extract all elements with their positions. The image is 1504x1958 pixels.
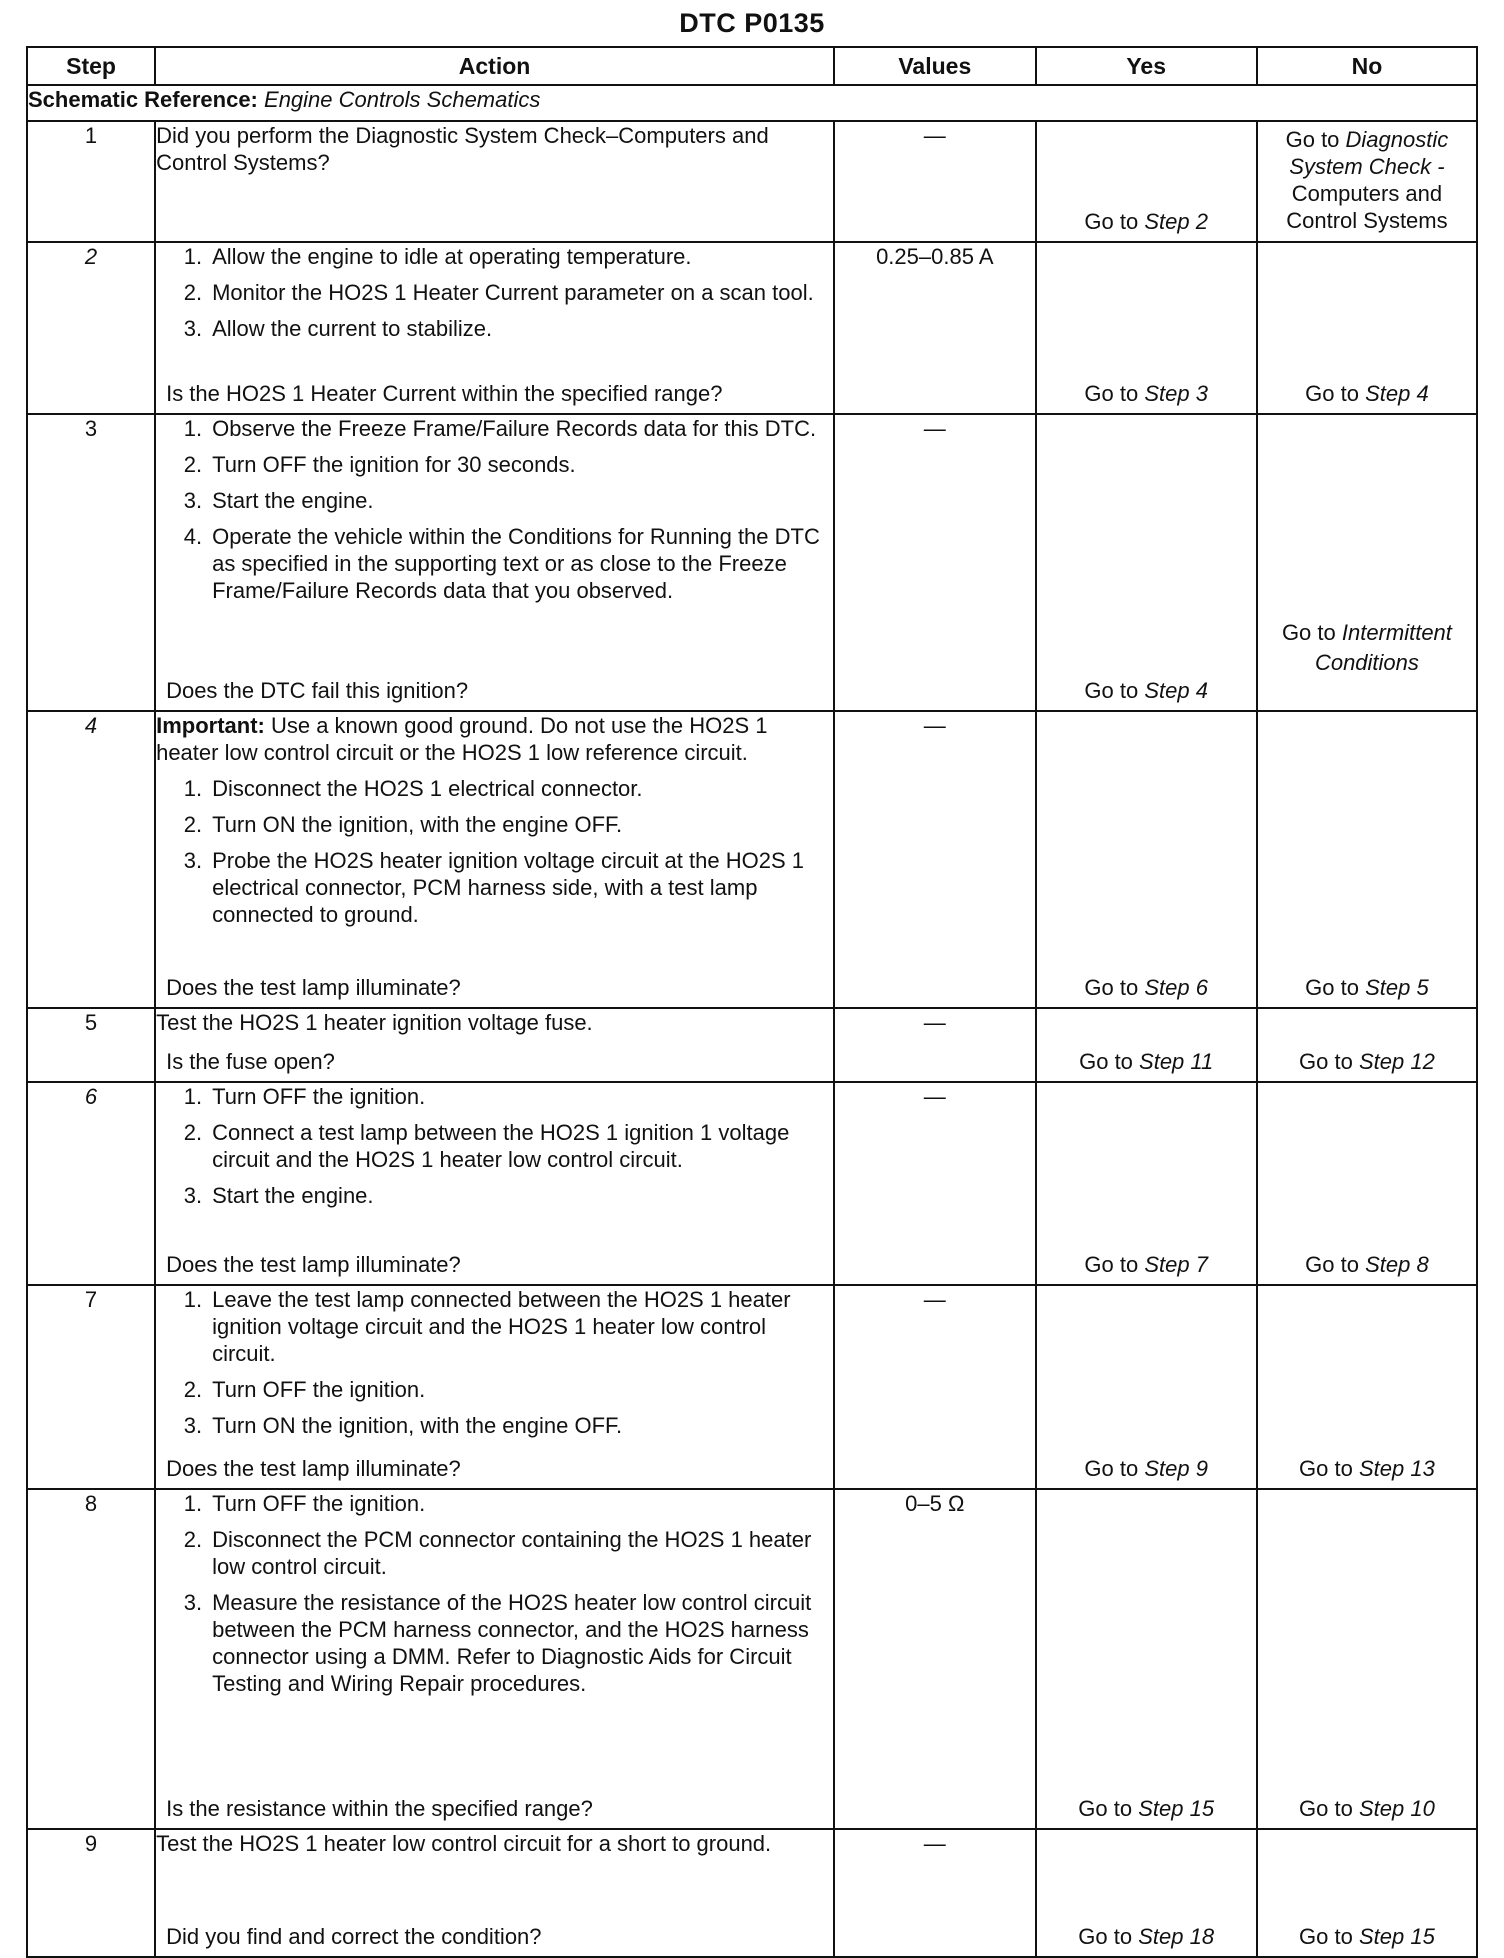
no-cell <box>1257 242 1477 414</box>
action-cell <box>155 1829 834 1957</box>
goto-prefix: Go to <box>1084 1252 1145 1277</box>
yes-goto-link[interactable] <box>1037 380 1256 407</box>
schematic-reference-label: Schematic Reference: <box>28 87 258 112</box>
action-cell <box>155 711 834 1008</box>
action-step-number: 2. <box>183 1527 203 1552</box>
action-cell <box>155 121 834 242</box>
goto-target: Diagnostic <box>1345 127 1449 152</box>
no-goto-line <box>1258 126 1476 153</box>
goto-prefix: Go to <box>1285 127 1346 152</box>
action-question: Does the test lamp illuminate? <box>166 1252 461 1277</box>
yes-goto-link[interactable] <box>1037 677 1256 704</box>
goto-step[interactable]: Step 9 <box>1144 1456 1208 1481</box>
yes-cell <box>1036 1829 1257 1957</box>
table-row <box>27 711 1477 1008</box>
action-intro: Test the HO2S 1 heater ignition voltage fuse. <box>156 1010 593 1035</box>
action-step-text: Disconnect the PCM connector containing the HO2S 1 heater low control circuit. <box>212 1527 812 1579</box>
goto-prefix: Go to <box>1281 620 1342 645</box>
goto-step[interactable]: Step 11 <box>1139 1049 1214 1074</box>
header-yes: Yes <box>1036 47 1257 85</box>
goto-target: Conditions <box>1314 650 1419 675</box>
table-row <box>27 1285 1477 1489</box>
action-step-text: Allow the engine to idle at operating temperature. <box>212 244 692 269</box>
action-step-item <box>156 847 833 928</box>
action-steps <box>156 775 833 928</box>
value-cell: — <box>834 1082 1035 1285</box>
action-steps <box>156 1083 833 1209</box>
table-row <box>27 1489 1477 1829</box>
no-cell <box>1257 1489 1477 1829</box>
action-cell <box>155 1082 834 1285</box>
action-step-number: 4. <box>183 524 203 549</box>
action-step-number: 2. <box>183 1377 203 1402</box>
header-action: Action <box>155 47 834 85</box>
action-question: Is the resistance within the specified range? <box>166 1796 593 1821</box>
important-text: Use a known good ground. Do not use the HO2S 1 heater low control circuit or the HO2S 1 low reference circuit. <box>156 713 768 765</box>
action-steps <box>156 1286 833 1439</box>
goto-prefix: Go to <box>1299 1456 1359 1481</box>
yes-cell <box>1036 1285 1257 1489</box>
value-cell: — <box>834 1829 1035 1957</box>
goto-step[interactable]: Step 12 <box>1358 1049 1435 1074</box>
action-step-number: 1. <box>183 416 203 441</box>
action-step-item <box>156 775 833 802</box>
step-number: 2 <box>27 242 155 414</box>
action-step-number: 3. <box>183 1413 203 1438</box>
step-number: 4 <box>27 711 155 1008</box>
action-step-number: 2. <box>183 280 203 305</box>
action-step-text: Connect a test lamp between the HO2S 1 ignition 1 voltage circuit and the HO2S 1 heater low control circuit. <box>212 1120 790 1172</box>
action-question: Does the DTC fail this ignition? <box>166 678 469 703</box>
goto-step[interactable]: Step 6 <box>1144 975 1208 1000</box>
action-step-item <box>156 1119 833 1173</box>
header-values: Values <box>834 47 1035 85</box>
yes-goto-link[interactable] <box>1037 1795 1256 1822</box>
goto-prefix: Go to <box>1305 1252 1366 1277</box>
goto-prefix: Go to <box>1299 1796 1359 1821</box>
action-intro: Test the HO2S 1 heater low control circuit for a short to ground. <box>156 1831 772 1856</box>
action-step-text: Observe the Freeze Frame/Failure Records data for this DTC. <box>212 416 817 441</box>
header-row <box>27 47 1477 85</box>
action-intro: Did you perform the Diagnostic System Check–Computers and Control Systems? <box>156 123 769 175</box>
yes-cell <box>1036 1008 1257 1082</box>
no-cell <box>1257 414 1477 711</box>
table-row <box>27 1008 1477 1082</box>
action-step-item <box>156 1589 833 1697</box>
schematic-reference <box>27 85 1477 121</box>
action-step-text: Turn ON the ignition, with the engine OFF. <box>212 1413 623 1438</box>
yes-cell <box>1036 1082 1257 1285</box>
yes-goto-link[interactable] <box>1037 1251 1256 1278</box>
dtc-table <box>26 46 1478 1958</box>
action-step-text: Measure the resistance of the HO2S heater low control circuit between the PCM harness connector, and the HO2S harness connector using a DMM. Refer to Diagnostic Aids for Circuit Testing and Wiring Repair procedures. <box>212 1590 812 1696</box>
action-cell <box>155 1489 834 1829</box>
action-step-item <box>156 415 833 442</box>
goto-target: Intermittent <box>1341 620 1452 645</box>
yes-cell <box>1036 711 1257 1008</box>
action-step-text: Leave the test lamp connected between the HO2S 1 heater ignition voltage circuit and the HO2S 1 heater low control circuit. <box>212 1287 791 1366</box>
goto-step[interactable]: Step 2 <box>1144 209 1208 234</box>
no-cell <box>1257 1829 1477 1957</box>
step-number: 6 <box>27 1082 155 1285</box>
page-title: DTC P0135 <box>679 8 825 38</box>
step-number: 8 <box>27 1489 155 1829</box>
action-step-number: 3. <box>183 488 203 513</box>
action-cell <box>155 414 834 711</box>
goto-step[interactable]: Step 4 <box>1144 678 1208 703</box>
action-steps <box>156 1490 833 1697</box>
no-goto-link[interactable] <box>1258 974 1476 1001</box>
no-goto-link[interactable] <box>1258 1795 1476 1822</box>
yes-goto-link[interactable] <box>1037 1048 1256 1075</box>
action-step-text: Start the engine. <box>212 488 374 513</box>
no-cell <box>1257 1285 1477 1489</box>
no-goto-line <box>1258 618 1476 648</box>
action-steps <box>156 415 833 604</box>
table-row <box>27 242 1477 414</box>
yes-cell <box>1036 242 1257 414</box>
action-step-item <box>156 1286 833 1367</box>
value-cell: — <box>834 414 1035 711</box>
table-row <box>27 121 1477 242</box>
schematic-reference-link[interactable]: Engine Controls Schematics <box>264 87 541 112</box>
no-goto-line <box>1258 648 1476 678</box>
action-cell <box>155 1285 834 1489</box>
no-goto-link[interactable] <box>1258 1455 1476 1482</box>
yes-goto-link[interactable] <box>1037 1923 1256 1950</box>
goto-step[interactable]: Step 10 <box>1358 1796 1435 1821</box>
goto-prefix: Go to <box>1299 1049 1359 1074</box>
goto-target: System Check - <box>1289 154 1445 179</box>
action-step-number: 3. <box>183 1590 203 1615</box>
yes-cell <box>1036 414 1257 711</box>
goto-prefix: Go to <box>1084 381 1145 406</box>
action-step-text: Turn OFF the ignition for 30 seconds. <box>212 452 576 477</box>
action-step-item <box>156 451 833 478</box>
goto-prefix: Go to <box>1078 1796 1139 1821</box>
no-goto-link[interactable] <box>1258 618 1476 678</box>
value-cell: 0–5 Ω <box>834 1489 1035 1829</box>
action-step-number: 3. <box>183 848 203 873</box>
action-question: Does the test lamp illuminate? <box>166 975 461 1000</box>
action-step-item <box>156 811 833 838</box>
action-step-item <box>156 523 833 604</box>
action-cell <box>155 1008 834 1082</box>
header-no: No <box>1257 47 1477 85</box>
no-goto-link[interactable] <box>1258 380 1476 407</box>
no-cell <box>1257 711 1477 1008</box>
goto-prefix: Go to <box>1305 381 1366 406</box>
no-goto-line: Computers and <box>1291 181 1443 206</box>
action-step-number: 2. <box>183 1120 203 1145</box>
value-cell: — <box>834 711 1035 1008</box>
action-step-number: 1. <box>183 1491 203 1516</box>
table-row <box>27 1082 1477 1285</box>
action-step-number: 1. <box>183 1084 203 1109</box>
goto-step[interactable]: Step 7 <box>1144 1252 1208 1277</box>
goto-step[interactable]: Step 18 <box>1138 1924 1215 1949</box>
table-row <box>27 414 1477 711</box>
goto-step[interactable]: Step 15 <box>1138 1796 1215 1821</box>
action-step-number: 3. <box>183 1183 203 1208</box>
goto-step[interactable]: Step 4 <box>1365 381 1429 406</box>
goto-step[interactable]: Step 5 <box>1365 975 1429 1000</box>
value-cell: — <box>834 1285 1035 1489</box>
no-cell <box>1257 1082 1477 1285</box>
goto-step[interactable]: Step 8 <box>1365 1252 1429 1277</box>
action-step-item <box>156 315 833 342</box>
step-number: 5 <box>27 1008 155 1082</box>
action-question: Is the fuse open? <box>166 1049 335 1074</box>
step-number: 3 <box>27 414 155 711</box>
action-step-number: 1. <box>183 244 203 269</box>
action-step-text: Turn OFF the ignition. <box>212 1084 426 1109</box>
yes-goto-link[interactable] <box>1037 208 1256 235</box>
action-step-text: Probe the HO2S heater ignition voltage circuit at the HO2S 1 electrical connector, PCM harness side, with a test lamp connected to ground. <box>212 848 804 927</box>
step-number: 1 <box>27 121 155 242</box>
action-question: Does the test lamp illuminate? <box>166 1456 461 1481</box>
action-step-text: Turn ON the ignition, with the engine OFF. <box>212 812 623 837</box>
no-cell <box>1257 121 1477 242</box>
action-step-text: Turn OFF the ignition. <box>212 1491 426 1516</box>
value-cell: 0.25–0.85 A <box>834 242 1035 414</box>
goto-prefix: Go to <box>1078 1924 1139 1949</box>
goto-prefix: Go to <box>1084 975 1145 1000</box>
action-cell <box>155 242 834 414</box>
action-step-item <box>156 1490 833 1517</box>
action-step-number: 2. <box>183 812 203 837</box>
action-step-item <box>156 279 833 306</box>
step-number: 7 <box>27 1285 155 1489</box>
goto-prefix: Go to <box>1084 209 1145 234</box>
value-cell: — <box>834 121 1035 242</box>
goto-prefix: Go to <box>1084 678 1145 703</box>
no-cell <box>1257 1008 1477 1082</box>
yes-goto-link[interactable] <box>1037 1455 1256 1482</box>
action-step-text: Monitor the HO2S 1 Heater Current parameter on a scan tool. <box>212 280 814 305</box>
yes-cell <box>1036 1489 1257 1829</box>
action-step-text: Operate the vehicle within the Conditions for Running the DTC as specified in the supporting text or as close to the Freeze Frame/Failure Records data that you observed. <box>212 524 820 603</box>
yes-cell <box>1036 121 1257 242</box>
goto-prefix: Go to <box>1299 1924 1359 1949</box>
action-step-item <box>156 1083 833 1110</box>
action-step-number: 3. <box>183 316 203 341</box>
action-question: Did you find and correct the condition? <box>166 1924 542 1949</box>
goto-step[interactable]: Step 15 <box>1358 1924 1435 1949</box>
action-step-item <box>156 487 833 514</box>
header-step: Step <box>27 47 155 85</box>
action-step-text: Disconnect the HO2S 1 electrical connector. <box>212 776 643 801</box>
action-steps <box>156 243 833 342</box>
action-question: Is the HO2S 1 Heater Current within the specified range? <box>166 381 723 406</box>
goto-prefix: Go to <box>1084 1456 1145 1481</box>
goto-step[interactable]: Step 13 <box>1358 1456 1435 1481</box>
schematic-reference-row <box>27 85 1477 121</box>
goto-step[interactable]: Step 3 <box>1144 381 1208 406</box>
no-goto-link[interactable] <box>1258 1251 1476 1278</box>
yes-goto-link[interactable] <box>1037 974 1256 1001</box>
action-step-text: Allow the current to stabilize. <box>212 316 493 341</box>
action-step-item <box>156 1376 833 1403</box>
action-step-number: 1. <box>183 1287 203 1312</box>
action-step-item <box>156 1182 833 1209</box>
action-step-item <box>156 243 833 270</box>
no-goto-line: Control Systems <box>1286 208 1448 233</box>
no-goto-link[interactable] <box>1258 1923 1476 1950</box>
action-step-text: Start the engine. <box>212 1183 374 1208</box>
no-goto-link[interactable] <box>1258 1048 1476 1075</box>
no-goto-line <box>1258 153 1476 180</box>
value-cell: — <box>834 1008 1035 1082</box>
no-goto-link[interactable] <box>1258 126 1476 234</box>
important-note <box>156 712 833 766</box>
important-label: Important: <box>156 713 271 738</box>
goto-prefix: Go to <box>1079 1049 1140 1074</box>
goto-prefix: Go to <box>1305 975 1366 1000</box>
action-step-item <box>156 1412 833 1439</box>
table-row <box>27 1829 1477 1957</box>
action-step-number: 1. <box>183 776 203 801</box>
step-number: 9 <box>27 1829 155 1957</box>
action-step-item <box>156 1526 833 1580</box>
action-step-number: 2. <box>183 452 203 477</box>
action-step-text: Turn OFF the ignition. <box>212 1377 426 1402</box>
